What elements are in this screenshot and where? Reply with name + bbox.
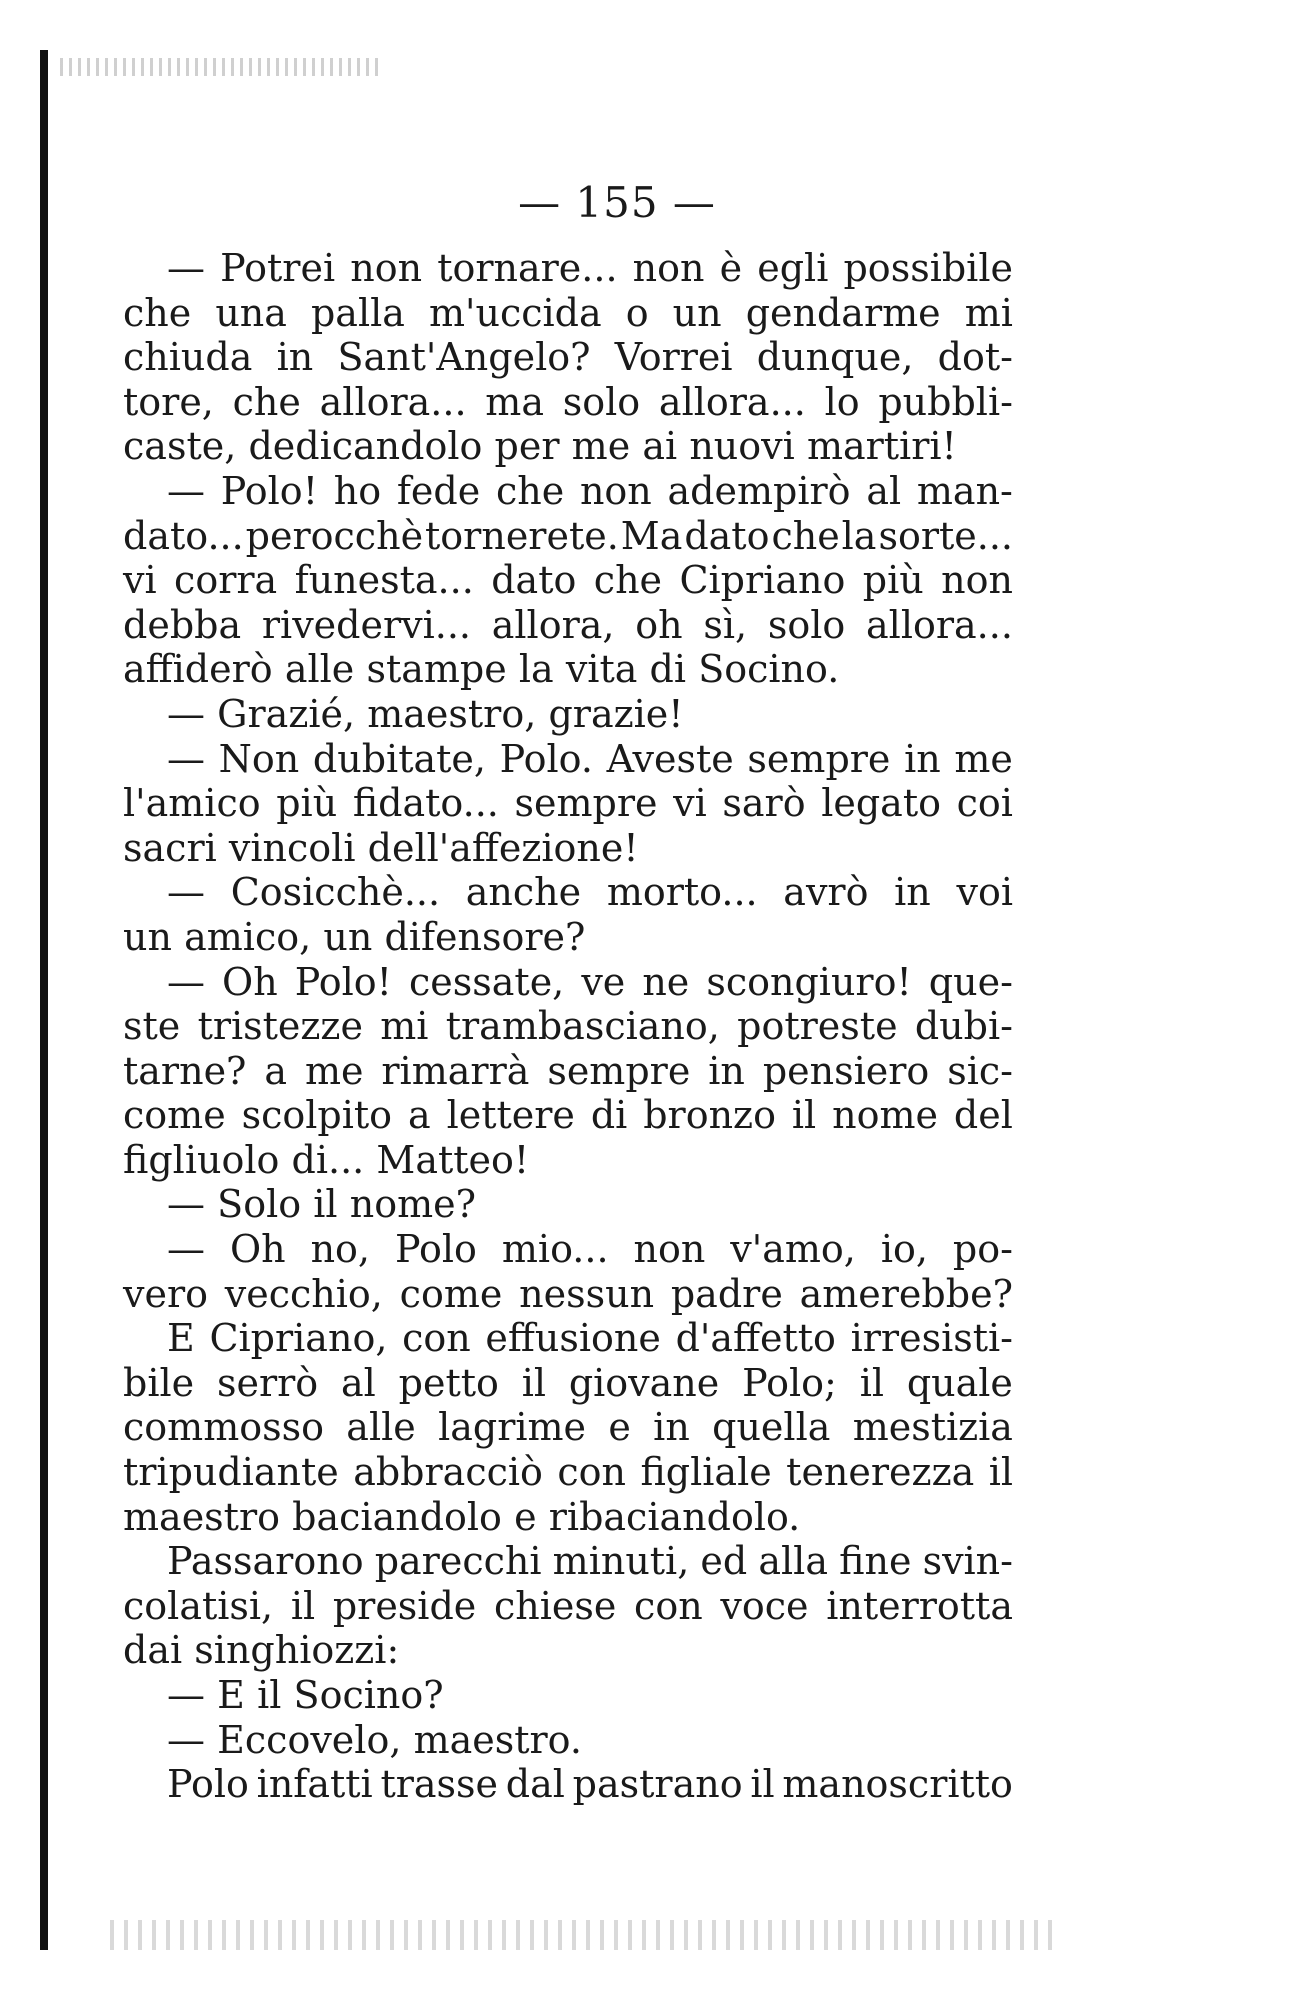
word: la bbox=[518, 647, 554, 692]
text-line bbox=[123, 1182, 1013, 1227]
word: amerebbe? bbox=[799, 1271, 1013, 1316]
text-line bbox=[123, 514, 1013, 559]
text-line bbox=[123, 1004, 1013, 1049]
word: — bbox=[167, 691, 205, 736]
word: grazie! bbox=[548, 691, 684, 736]
word: trasse bbox=[380, 1762, 499, 1807]
text-line bbox=[123, 692, 1013, 737]
word: Polo bbox=[394, 1227, 477, 1272]
word: dubi- bbox=[914, 1004, 1013, 1049]
word: più bbox=[276, 781, 338, 826]
word: difensore? bbox=[384, 914, 586, 959]
word: martiri! bbox=[806, 424, 957, 469]
text-line bbox=[123, 424, 1013, 469]
word: parecchi bbox=[374, 1539, 542, 1584]
word: di bbox=[649, 647, 687, 692]
text-line bbox=[123, 1138, 1013, 1183]
word: maestro. bbox=[413, 1717, 582, 1762]
word: per bbox=[494, 424, 560, 469]
word: fede bbox=[396, 468, 481, 513]
word: una bbox=[215, 290, 287, 335]
word: del bbox=[953, 1093, 1013, 1138]
word: e bbox=[608, 1405, 631, 1450]
word: v'amo, bbox=[730, 1227, 856, 1272]
text-line bbox=[123, 1495, 1013, 1540]
word: — bbox=[167, 870, 205, 915]
word: — bbox=[167, 468, 205, 513]
word: a bbox=[407, 1093, 431, 1138]
word: alle bbox=[284, 647, 355, 692]
word: pastrano bbox=[572, 1762, 743, 1807]
word: morto... bbox=[606, 870, 758, 915]
word: il bbox=[290, 1583, 316, 1628]
text-line bbox=[123, 335, 1013, 380]
text-line bbox=[123, 246, 1013, 291]
word: tore, bbox=[123, 379, 214, 424]
word: rimarrà bbox=[381, 1048, 530, 1093]
word: non bbox=[350, 246, 423, 290]
word: singhiozzi: bbox=[194, 1628, 400, 1673]
word: pensiero bbox=[762, 1048, 930, 1093]
word: con bbox=[402, 1316, 471, 1361]
word: tornare... bbox=[437, 246, 618, 290]
text-line bbox=[123, 870, 1013, 915]
word: colatisi, bbox=[123, 1583, 274, 1628]
word: con bbox=[634, 1583, 703, 1628]
word: bile bbox=[123, 1360, 195, 1405]
word: me bbox=[571, 424, 631, 469]
word: il bbox=[313, 1182, 338, 1227]
word: infatti bbox=[256, 1762, 373, 1807]
word: figliale bbox=[640, 1450, 772, 1495]
word: più bbox=[862, 558, 924, 603]
word: un bbox=[123, 914, 172, 959]
page-body-text bbox=[123, 246, 1013, 1807]
word: Polo bbox=[167, 1762, 249, 1807]
word: in bbox=[276, 335, 314, 380]
word: mi bbox=[380, 1004, 429, 1049]
word: rivedervi... bbox=[261, 602, 471, 647]
word: un bbox=[323, 914, 373, 959]
word: che bbox=[495, 468, 565, 513]
word: — bbox=[167, 736, 205, 781]
word: dell'affezione! bbox=[367, 825, 639, 870]
word: che bbox=[123, 290, 192, 335]
word: debba bbox=[123, 602, 242, 647]
word: me bbox=[954, 736, 1013, 781]
word: Eccovelo, bbox=[217, 1717, 402, 1762]
word: vita bbox=[565, 647, 638, 692]
word: po- bbox=[952, 1227, 1013, 1272]
word: lettere bbox=[446, 1093, 575, 1138]
word: Cipriano, bbox=[209, 1316, 388, 1361]
word: Oh bbox=[229, 1227, 286, 1272]
word: possibile bbox=[843, 246, 1013, 290]
word: fidato... bbox=[352, 781, 499, 826]
word: padre bbox=[670, 1271, 783, 1316]
word: allora, bbox=[491, 602, 615, 647]
text-line bbox=[123, 960, 1013, 1005]
word: Grazié, bbox=[217, 691, 356, 736]
scan-noise-bottom bbox=[110, 1920, 1060, 1950]
word: voce bbox=[720, 1583, 809, 1628]
word: Polo! bbox=[294, 959, 392, 1004]
word: sempre bbox=[547, 1048, 691, 1093]
word: maestro, bbox=[367, 691, 537, 736]
word: di... bbox=[291, 1137, 365, 1182]
word: il bbox=[257, 1673, 282, 1717]
text-line bbox=[123, 558, 1013, 603]
word: pubbli- bbox=[878, 379, 1013, 424]
word: allora... bbox=[658, 379, 806, 424]
word: m'uccida bbox=[429, 290, 602, 335]
word: dubitate, bbox=[312, 736, 486, 781]
word: cessate, bbox=[409, 959, 565, 1004]
word: que- bbox=[928, 959, 1013, 1004]
word: ne bbox=[642, 959, 690, 1004]
word: bronzo bbox=[643, 1093, 776, 1138]
word: non bbox=[579, 468, 652, 513]
word: il bbox=[521, 1360, 546, 1405]
text-line bbox=[123, 915, 1013, 960]
word: l'amico bbox=[123, 781, 261, 826]
word: giovane bbox=[568, 1360, 720, 1405]
page-spine-edge bbox=[40, 50, 48, 1950]
word: Socino? bbox=[293, 1673, 444, 1717]
word: vincoli bbox=[228, 825, 356, 870]
text-line bbox=[123, 737, 1013, 782]
word: Potrei bbox=[220, 246, 336, 290]
word: scolpito bbox=[241, 1093, 393, 1138]
word: Socino. bbox=[698, 647, 840, 692]
word: E bbox=[217, 1673, 245, 1717]
word: in bbox=[653, 1405, 690, 1450]
word: sic- bbox=[947, 1048, 1013, 1093]
word: solo bbox=[562, 379, 641, 424]
word: Matteo! bbox=[376, 1137, 530, 1182]
word: minuti, bbox=[552, 1539, 690, 1584]
word: Vorrei bbox=[614, 335, 733, 380]
word: come bbox=[399, 1271, 503, 1316]
text-line bbox=[123, 1450, 1013, 1495]
word: potreste bbox=[737, 1004, 898, 1049]
text-line bbox=[123, 1316, 1013, 1361]
text-line bbox=[123, 603, 1013, 648]
word: perocchè bbox=[245, 513, 424, 558]
word: no, bbox=[310, 1227, 371, 1272]
word: nessun bbox=[519, 1271, 655, 1316]
word: Cipriano bbox=[679, 558, 846, 603]
word: Polo; bbox=[742, 1360, 837, 1405]
word: nome bbox=[832, 1093, 938, 1138]
word: gendarme bbox=[745, 290, 941, 335]
word: mi bbox=[964, 290, 1013, 335]
word: con bbox=[557, 1450, 627, 1495]
word: dal bbox=[505, 1762, 565, 1807]
word: sempre bbox=[747, 736, 891, 781]
word: Passarono bbox=[167, 1539, 364, 1584]
word: legato bbox=[821, 781, 941, 826]
word: che bbox=[593, 558, 663, 603]
text-line bbox=[123, 1093, 1013, 1138]
word: sì, bbox=[703, 602, 748, 647]
word: funesta... bbox=[294, 558, 474, 603]
word: Ma bbox=[620, 513, 683, 558]
word: il bbox=[988, 1450, 1013, 1495]
word: ve bbox=[581, 959, 626, 1004]
word: in bbox=[904, 736, 941, 781]
text-line bbox=[123, 1762, 1013, 1807]
word: affiderò bbox=[123, 647, 273, 692]
word: Cosicchè... bbox=[230, 870, 441, 915]
word: dai bbox=[123, 1628, 183, 1673]
word: come bbox=[123, 1093, 226, 1138]
text-line bbox=[123, 647, 1013, 692]
word: irresisti- bbox=[850, 1316, 1013, 1361]
word: avrò bbox=[783, 870, 869, 915]
text-line bbox=[123, 1361, 1013, 1406]
word: Polo. bbox=[499, 736, 593, 781]
word: ed bbox=[700, 1539, 748, 1584]
word: — bbox=[167, 1673, 205, 1717]
word: non bbox=[633, 1227, 706, 1272]
word: dunque, bbox=[756, 335, 914, 380]
word: al bbox=[866, 468, 902, 513]
word: sempre bbox=[514, 781, 658, 826]
word: — bbox=[167, 959, 205, 1004]
word: serrò bbox=[216, 1360, 319, 1405]
word: vi bbox=[673, 781, 707, 826]
word: ribaciandolo. bbox=[548, 1494, 801, 1539]
word: fine bbox=[839, 1539, 912, 1584]
word: tarne? bbox=[123, 1048, 247, 1093]
word: — bbox=[167, 1182, 205, 1227]
word: d'affetto bbox=[675, 1316, 836, 1361]
word: commosso bbox=[123, 1405, 324, 1450]
text-line bbox=[123, 1628, 1013, 1673]
word: sacri bbox=[123, 825, 217, 870]
word: dedicandolo bbox=[248, 424, 483, 469]
word: che bbox=[232, 379, 301, 424]
word: tripudiante bbox=[123, 1450, 339, 1495]
scan-noise-top bbox=[60, 58, 380, 76]
word: — bbox=[167, 246, 205, 290]
word: caste, bbox=[123, 424, 237, 469]
word: il bbox=[750, 1762, 775, 1807]
text-line bbox=[123, 781, 1013, 826]
word: quale bbox=[906, 1360, 1013, 1405]
word: tristezze bbox=[197, 1004, 363, 1049]
word: Non bbox=[218, 736, 300, 781]
word: solo bbox=[767, 602, 846, 647]
word: o bbox=[625, 290, 649, 335]
word: alle bbox=[346, 1405, 416, 1450]
text-line bbox=[123, 1272, 1013, 1317]
word: coi bbox=[956, 781, 1013, 826]
word: a bbox=[264, 1048, 288, 1093]
word: amico, bbox=[184, 914, 312, 959]
text-line bbox=[123, 1405, 1013, 1450]
word: mestizia bbox=[852, 1405, 1013, 1450]
word: ai bbox=[642, 424, 678, 469]
word: alla bbox=[758, 1539, 828, 1584]
word: adempirò bbox=[667, 468, 851, 513]
word: scongiuro! bbox=[706, 959, 912, 1004]
word: dato bbox=[491, 558, 577, 603]
word: dato bbox=[684, 513, 770, 558]
word: abbracciò bbox=[353, 1450, 543, 1495]
word: baciandolo bbox=[292, 1494, 502, 1539]
word: io, bbox=[880, 1227, 928, 1272]
word: oh bbox=[635, 602, 683, 647]
word: me bbox=[304, 1048, 364, 1093]
word: maestro bbox=[123, 1494, 280, 1539]
word: sorte... bbox=[878, 513, 1013, 558]
text-line bbox=[123, 826, 1013, 871]
word: chiuda bbox=[123, 335, 253, 380]
word: anche bbox=[465, 870, 582, 915]
word: svin- bbox=[922, 1539, 1013, 1584]
word: dot- bbox=[937, 335, 1013, 380]
word: Oh bbox=[222, 959, 278, 1004]
word: Polo! bbox=[220, 468, 318, 513]
word: corra bbox=[174, 558, 278, 603]
word: palla bbox=[310, 290, 405, 335]
word: sarò bbox=[722, 781, 806, 826]
word: non bbox=[941, 558, 1013, 603]
word: allora... bbox=[866, 602, 1013, 647]
word: vi bbox=[123, 558, 157, 603]
word: — bbox=[167, 1717, 205, 1762]
word: di bbox=[590, 1093, 628, 1138]
word: vecchio, bbox=[224, 1271, 383, 1316]
word: dato... bbox=[123, 513, 244, 558]
word: il bbox=[791, 1093, 817, 1138]
word: un bbox=[672, 290, 722, 335]
word: — bbox=[167, 1227, 205, 1272]
word: figliuolo bbox=[123, 1137, 280, 1182]
word: è bbox=[719, 246, 743, 290]
word: in bbox=[894, 870, 931, 915]
text-line bbox=[123, 1718, 1013, 1763]
word: che bbox=[771, 513, 840, 558]
word: ho bbox=[333, 468, 382, 513]
word: e bbox=[514, 1494, 537, 1539]
word: nome? bbox=[349, 1182, 476, 1227]
word: allora... bbox=[319, 379, 467, 424]
word: il bbox=[859, 1360, 884, 1405]
word: in bbox=[708, 1048, 745, 1093]
word: voi bbox=[956, 870, 1013, 915]
word: vero bbox=[123, 1271, 208, 1316]
word: tornerete. bbox=[425, 513, 619, 558]
text-line bbox=[123, 1584, 1013, 1629]
word: effusione bbox=[485, 1316, 661, 1361]
word: Aveste bbox=[606, 736, 734, 781]
word: ma bbox=[485, 379, 544, 424]
word: la bbox=[841, 513, 877, 558]
word: Solo bbox=[217, 1182, 302, 1227]
word: stampe bbox=[366, 647, 507, 692]
word: E bbox=[167, 1316, 195, 1361]
word: petto bbox=[398, 1360, 499, 1405]
word: preside bbox=[332, 1583, 477, 1628]
word: ste bbox=[123, 1004, 181, 1049]
word: non bbox=[632, 246, 705, 290]
text-line bbox=[123, 1673, 1013, 1718]
word: chiese bbox=[493, 1583, 617, 1628]
text-line bbox=[123, 469, 1013, 514]
word: Sant'Angelo? bbox=[337, 335, 591, 380]
word: man- bbox=[916, 468, 1013, 513]
text-line bbox=[123, 1539, 1013, 1584]
word: egli bbox=[757, 246, 829, 290]
word: al bbox=[340, 1360, 376, 1405]
text-line bbox=[123, 1227, 1013, 1272]
text-line bbox=[123, 380, 1013, 425]
text-line bbox=[123, 291, 1013, 336]
text-line bbox=[123, 1049, 1013, 1094]
word: quella bbox=[712, 1405, 831, 1450]
word: manoscritto bbox=[782, 1762, 1013, 1807]
word: interrotta bbox=[826, 1583, 1013, 1628]
word: mio... bbox=[501, 1227, 609, 1272]
word: nuovi bbox=[689, 424, 795, 469]
page-number: — 155 — bbox=[518, 178, 716, 227]
word: lo bbox=[824, 379, 860, 424]
word: trambasciano, bbox=[445, 1004, 720, 1049]
word: lagrime bbox=[438, 1405, 587, 1450]
word: tenerezza bbox=[786, 1450, 975, 1495]
